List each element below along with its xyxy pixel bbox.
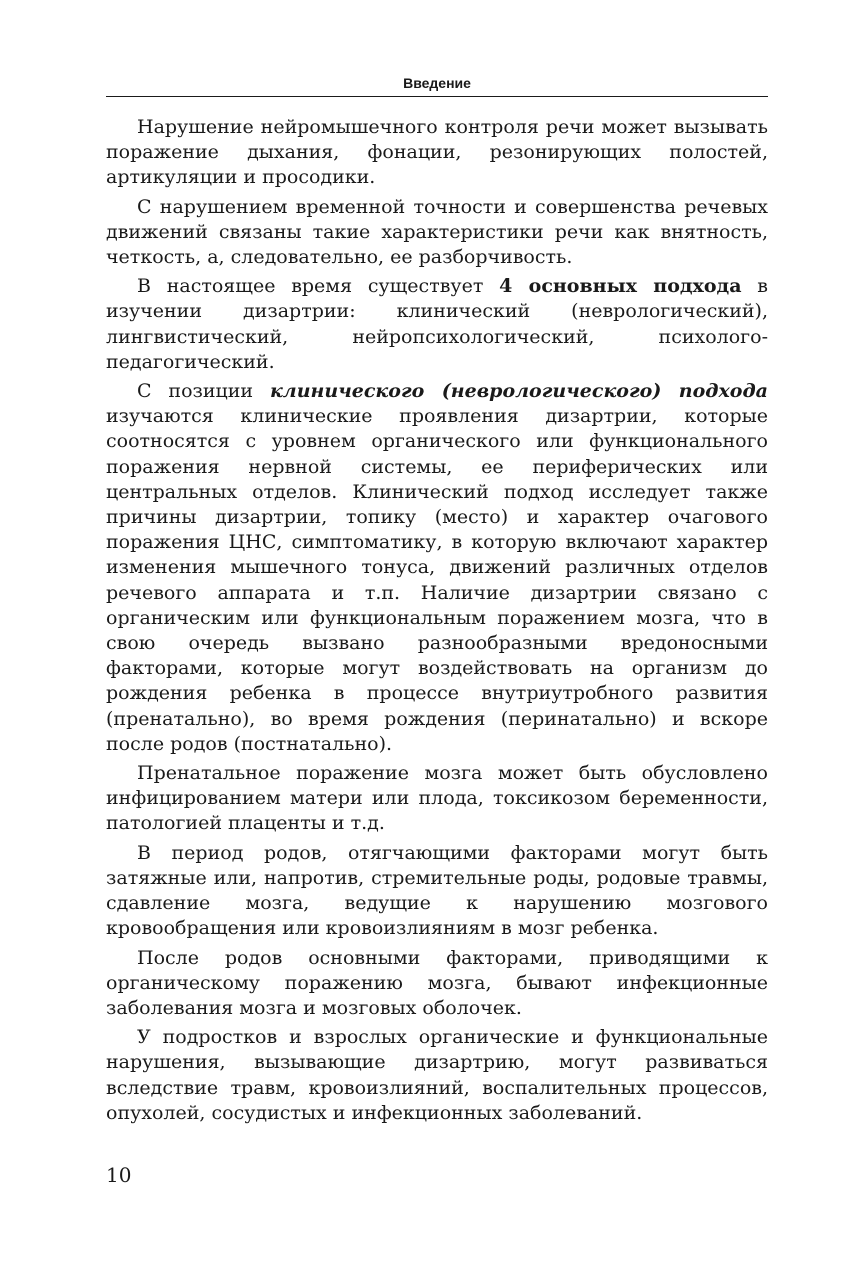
paragraph-1: Нарушение нейромышечного контроля речи может вызывать поражение дыхания, фонации, резонирующих полостей, артикуляции и просодики. bbox=[106, 116, 768, 189]
paragraph-3-rest: в изучении дизартрии: клинический (неврологический), лингвистический, нейропсихологический, психолого-педагогический. bbox=[106, 275, 768, 373]
emphasis-four-approaches: 4 основных подхода bbox=[499, 275, 742, 298]
paragraph-7: После родов основными факторами, приводящими к органическому поражению мозга, бывают инфекционные заболевания мозга и мозговых оболочек. bbox=[106, 946, 768, 1019]
running-head: Введение bbox=[403, 75, 471, 91]
paragraph-4 bbox=[106, 379, 768, 757]
paragraph-5: Пренатальное поражение мозга может быть обусловлено инфицированием матери или плода, токсикозом беременности, патологией плаценты и т.д. bbox=[106, 762, 768, 835]
paragraph-4-lead: С позиции bbox=[137, 380, 270, 403]
header-rule bbox=[106, 96, 768, 97]
paragraph-3-lead: В настоящее время существует bbox=[137, 275, 500, 298]
paragraph-2: С нарушением временной точности и совершенства речевых движений связаны такие характеристики речи как внятность, четкость, а, следовательно, ее разборчивость. bbox=[106, 195, 768, 269]
paragraph-8: У подростков и взрослых органические и функциональные нарушения, вызывающие дизартрию, могут развиваться вследствие травм, кровоизлияний, воспалительных процессов, опухолей, сосудистых и инфекционных заболеваний. bbox=[106, 1026, 768, 1124]
body-text bbox=[106, 115, 768, 1130]
paragraph-3 bbox=[106, 274, 768, 375]
paragraph-4-rest: изучаются клинические проявления дизартрии, которые соотносятся с уровнем органического или функционального поражения нервной системы, ее периферических или центральных отделов. Клинический подход исследует также причины дизартрии, топику (место) и характер очагового поражения ЦНС, симптоматику, в которую включают характер изменения мышечного тонуса, движений различных отделов речевого аппарата и т.п. Наличие дизартрии связано с органическим или функциональным поражением мозга, что в свою очередь вызвано разнообразными вредоносными факторами, которые могут воздействовать на организм до рождения ребенка в процессе внутриутробного развития (пренатально), во время рождения (перинатально) и вскоре после родов (постнатально). bbox=[106, 405, 768, 755]
paragraph-6: В период родов, отягчающими факторами могут быть затяжные или, напротив, стремительные роды, родовые травмы, сдавление мозга, ведущие к нарушению мозгового кровообращения или кровоизлияниям в мозг ребенка. bbox=[106, 841, 768, 940]
page-number: 10 bbox=[106, 1163, 132, 1187]
emphasis-clinical-approach: клинического (неврологического) подхода bbox=[269, 380, 768, 403]
